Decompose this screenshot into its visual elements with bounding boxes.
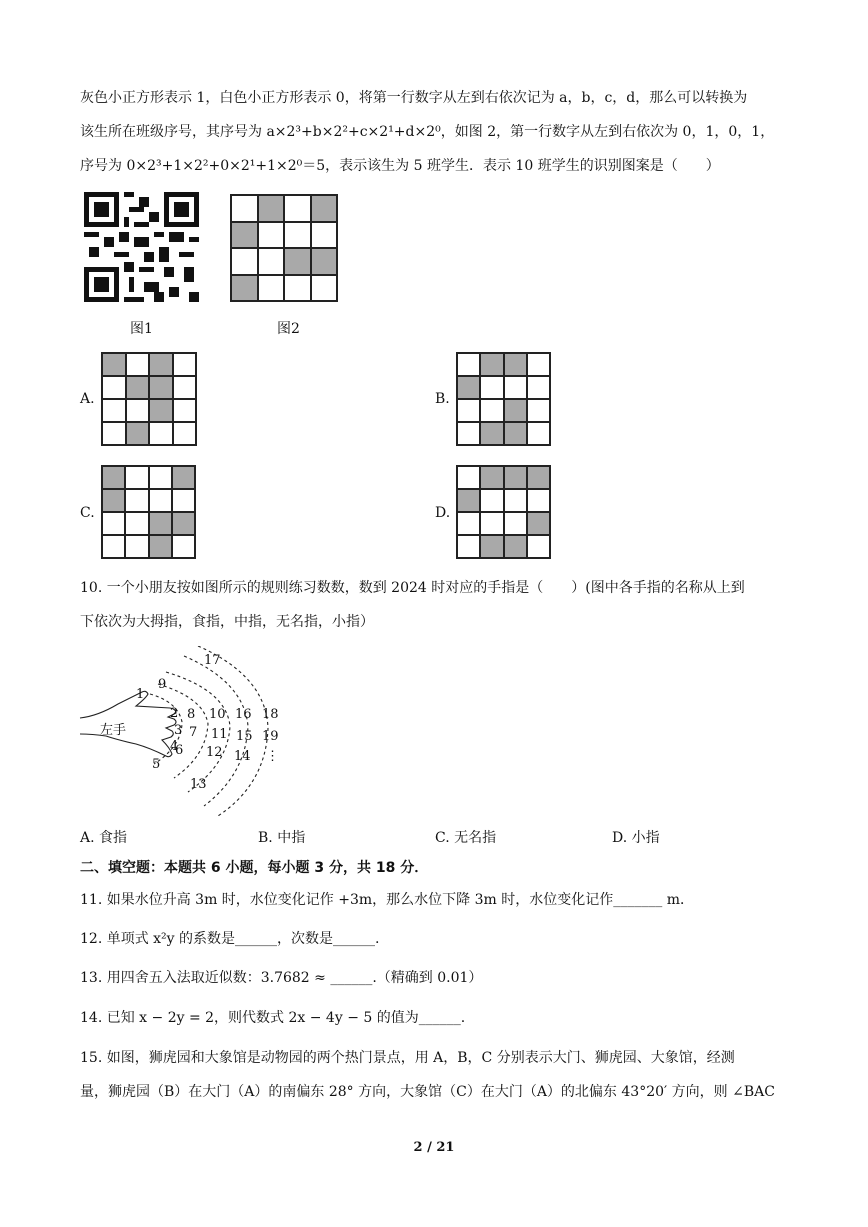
grid-cell	[504, 353, 527, 376]
grid-cell	[102, 535, 125, 558]
grid-cell	[311, 195, 338, 222]
grid-cell	[258, 275, 285, 302]
grid-cell	[172, 535, 195, 558]
grid-cell	[231, 275, 258, 302]
count-number-10: 10	[209, 707, 226, 722]
grid-cell	[311, 275, 338, 302]
grid-cell	[126, 422, 150, 445]
grid-cell	[504, 466, 527, 489]
grid-cell	[457, 512, 480, 535]
grid-cell	[480, 399, 503, 422]
q12-text: 12. 单项式 x²y 的系数是______，次数是______.	[80, 931, 380, 947]
count-number-13: 13	[190, 777, 207, 792]
grid-cell	[102, 422, 126, 445]
grid-cell	[149, 512, 172, 535]
count-number-12: 12	[206, 745, 223, 760]
grid-cell	[504, 512, 527, 535]
q10-option-c[interactable]: C. 无名指	[435, 830, 497, 846]
page-number: 2 / 21	[413, 1140, 455, 1155]
q15-text-line2: 量，狮虎园（B）在大门（A）的南偏东 28° 方向，大象馆（C）在大门（A）的北偏东 43°20′ 方向，则 ∠BAC	[80, 1084, 775, 1100]
q10-text-line1: 10. 一个小朋友按如图所示的规则练习数数，数到 2024 时对应的手指是（ ）(图中各手指的名称从上到	[80, 580, 745, 596]
q10-option-a[interactable]: A. 食指	[80, 830, 128, 846]
grid-cell	[480, 512, 503, 535]
grid-cell	[172, 489, 195, 512]
grid-cell	[504, 422, 527, 445]
grid-cell	[527, 399, 550, 422]
count-number-4: 4	[170, 739, 179, 754]
count-number-16: 16	[235, 707, 252, 722]
q11-text: 11. 如果水位升高 3m 时，水位变化记作 +3m，那么水位下降 3m 时，水位变化记作_______ m．	[80, 892, 694, 908]
grid-cell	[457, 489, 480, 512]
option-b-label[interactable]: B.	[435, 391, 450, 407]
grid-cell	[149, 399, 173, 422]
count-number-17: 17	[204, 653, 221, 668]
count-number-15: 15	[236, 729, 253, 744]
count-number-11: 11	[211, 727, 228, 742]
grid-cell	[173, 353, 197, 376]
hand-label: 左手	[100, 723, 127, 738]
grid-cell	[527, 535, 550, 558]
count-number-1: 1	[136, 687, 145, 702]
grid-cell	[172, 512, 195, 535]
grid-cell	[149, 535, 172, 558]
count-number-6: 6	[175, 743, 184, 758]
grid-cell	[149, 353, 173, 376]
grid-cell	[173, 422, 197, 445]
grid-cell	[480, 466, 503, 489]
grid-cell	[480, 422, 503, 445]
grid-cell	[527, 376, 550, 399]
q14-text: 14. 已知 x − 2y = 2，则代数式 2x − 4y − 5 的值为______.	[80, 1010, 466, 1026]
fig2-grid	[230, 194, 338, 302]
grid-cell	[527, 489, 550, 512]
grid-cell	[457, 466, 480, 489]
q10-option-b[interactable]: B. 中指	[258, 830, 306, 846]
q13-text: 13. 用四舍五入法取近似数：3.7682 ≈ ______.（精确到 0.01）	[80, 970, 483, 986]
q9-text-line1: 灰色小正方形表示 1，白色小正方形表示 0，将第一行数字从左到右依次记为 a，b，c，d，那么可以转换为	[80, 90, 748, 106]
q15-text-line1: 15. 如图，狮虎园和大象馆是动物园的两个热门景点，用 A，B，C 分别表示大门、狮虎园、大象馆，经测	[80, 1050, 735, 1066]
section-heading: 二、填空题：本题共 6 小题，每小题 3 分，共 18 分．	[80, 860, 429, 876]
grid-cell	[172, 466, 195, 489]
hand-counting-figure	[78, 646, 298, 816]
grid-cell	[149, 376, 173, 399]
grid-cell	[284, 222, 311, 249]
fig2-caption: 图2	[277, 321, 300, 337]
grid-cell	[457, 376, 480, 399]
grid-cell	[102, 353, 126, 376]
grid-cell	[102, 466, 125, 489]
grid-cell	[480, 535, 503, 558]
grid-cell	[480, 489, 503, 512]
grid-cell	[173, 399, 197, 422]
grid-cell	[284, 248, 311, 275]
grid-cell	[149, 466, 172, 489]
grid-cell	[527, 512, 550, 535]
grid-cell	[258, 222, 285, 249]
grid-cell	[231, 222, 258, 249]
grid-cell	[125, 512, 148, 535]
grid-cell	[149, 489, 172, 512]
grid-cell	[102, 512, 125, 535]
q10-option-d[interactable]: D. 小指	[612, 830, 660, 846]
grid-cell	[258, 195, 285, 222]
grid-cell	[457, 535, 480, 558]
count-number-2: 2	[170, 706, 179, 721]
grid-cell	[457, 399, 480, 422]
grid-cell	[126, 376, 150, 399]
grid-cell	[480, 376, 503, 399]
q9-text-line2: 该生所在班级序号，其序号为 a×2³+b×2²+c×2¹+d×2⁰，如图 2，第一行数字从左到右依次为 0，1，0，1，	[80, 124, 775, 140]
grid-cell	[231, 195, 258, 222]
option-c-grid[interactable]	[101, 465, 196, 559]
grid-cell	[125, 535, 148, 558]
grid-cell	[126, 353, 150, 376]
grid-cell	[311, 248, 338, 275]
grid-cell	[102, 399, 126, 422]
grid-cell	[284, 275, 311, 302]
grid-cell	[258, 248, 285, 275]
count-number-3: 3	[174, 723, 183, 738]
grid-cell	[457, 353, 480, 376]
qr-code-figure	[84, 192, 199, 302]
count-ellipsis: ⋮	[266, 749, 279, 764]
grid-cell	[527, 466, 550, 489]
count-number-9: 9	[158, 677, 167, 692]
option-a-label[interactable]: A.	[80, 391, 95, 407]
grid-cell	[126, 399, 150, 422]
fig1-caption: 图1	[130, 321, 153, 337]
grid-cell	[311, 222, 338, 249]
option-d-label[interactable]: D.	[435, 505, 451, 521]
grid-cell	[527, 422, 550, 445]
grid-cell	[480, 353, 503, 376]
grid-cell	[149, 422, 173, 445]
count-number-19: 19	[262, 729, 279, 744]
grid-cell	[102, 376, 126, 399]
grid-cell	[231, 248, 258, 275]
grid-cell	[504, 535, 527, 558]
option-c-label[interactable]: C.	[80, 505, 95, 521]
option-d-grid[interactable]	[456, 465, 551, 559]
grid-cell	[457, 422, 480, 445]
grid-cell	[504, 489, 527, 512]
count-number-8: 8	[187, 707, 196, 722]
grid-cell	[125, 466, 148, 489]
count-number-14: 14	[234, 749, 251, 764]
grid-cell	[173, 376, 197, 399]
count-number-18: 18	[262, 707, 279, 722]
grid-cell	[125, 489, 148, 512]
grid-cell	[284, 195, 311, 222]
count-number-7: 7	[189, 725, 198, 740]
option-b-grid[interactable]	[456, 352, 551, 446]
grid-cell	[504, 376, 527, 399]
q9-text-line3: 序号为 0×2³+1×2²+0×2¹+1×2⁰＝5，表示该生为 5 班学生．表示 10 班学生的识别图案是（ ）	[80, 158, 720, 174]
grid-cell	[504, 399, 527, 422]
grid-cell	[527, 353, 550, 376]
option-a-grid[interactable]	[101, 352, 197, 446]
q10-text-line2: 下依次为大拇指，食指，中指，无名指，小指）	[80, 614, 374, 630]
grid-cell	[102, 489, 125, 512]
count-number-5: 5	[152, 757, 161, 772]
